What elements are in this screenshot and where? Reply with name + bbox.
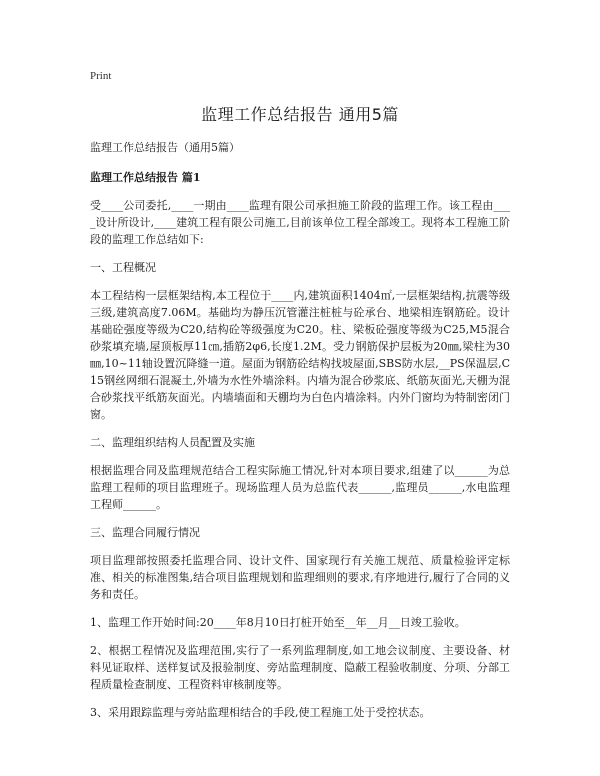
section-title: 监理工作总结报告 篇1 [90, 171, 201, 184]
item-1-paragraph: 1、监理工作开始时间:20____年8月10日打桩开始至__年__月__日竣工验收。 [90, 616, 466, 629]
project-overview-paragraph: 本工程结构一层框架结构,本工程位于____内,建筑面积1404㎡,一层框架结构,抗震等级三级,建筑高度7.06M。基础均为静压沉管灌注桩桩与砼承台、地梁相连钢筋砼。设计基础砼强度等级为C20,结构砼等级强度为C20。柱、梁板砼强度等级为C25,M5混合砂浆填充墙,屋顶板厚11㎝,插筋2φ6,长度1.2M。受力钢筋保护层板为20㎜,梁柱为30㎜,10~11轴设置沉降缝一道。屋面为钢筋砼结构找坡屋面,SBS防水层,__PS保温层,C15钢丝网细石混凝土,外墙为水性外墙涂料。内墙为混合砂浆底、纸筋灰面光,天棚为混合砂浆找平纸筋灰面光。内墙墙面和天棚均为白色内墙涂料。内外门窗均为特制密闭门窗。 [90, 289, 510, 421]
item-2-paragraph: 2、根据工程情况及监理范围,实行了一系列监理制度,如工地会议制度、主要设备、材料见证取样、送样复试及报验制度、旁站监理制度、隐蔽工程验收制度、分项、分部工程质量检查制度、工程资料审核制度等。 [90, 644, 510, 691]
document-subtitle: 监理工作总结报告（通用5篇） [90, 141, 240, 154]
item-3-paragraph: 3、采用跟踪监理与旁站监理相结合的手段,使工程施工处于受控状态。 [90, 706, 431, 719]
document-title: 监理工作总结报告 通用5篇 [201, 105, 399, 124]
contract-performance-paragraph: 项目监理部按照委托监理合同、设计文件、国家现行有关施工规范、质量检验评定标准、相关的标准图集,结合项目监理规划和监理细则的要求,有序地进行,履行了合同的义务和责任。 [90, 554, 510, 601]
heading-organization: 二、监理组织结构人员配置及实施 [90, 436, 255, 449]
heading-project-overview: 一、工程概况 [90, 261, 156, 274]
intro-paragraph: 受____公司委托,____一期由____监理有限公司承担施工阶段的监理工作。该工程由____设计所设计,____建筑工程有限公司施工,目前该单位工程全部竣工。现将本工程施工阶段的监理工作总结如下: [90, 199, 510, 246]
print-label: Print [90, 70, 112, 82]
heading-contract-performance: 三、监理合同履行情况 [90, 526, 200, 539]
organization-paragraph: 根据监理合同及监理规范结合工程实际施工情况,针对本项目要求,组建了以______为总监理工程师的项目监理班子。现场监理人员为总监代表______,监理员______,水电监理工程师______。 [90, 464, 510, 511]
